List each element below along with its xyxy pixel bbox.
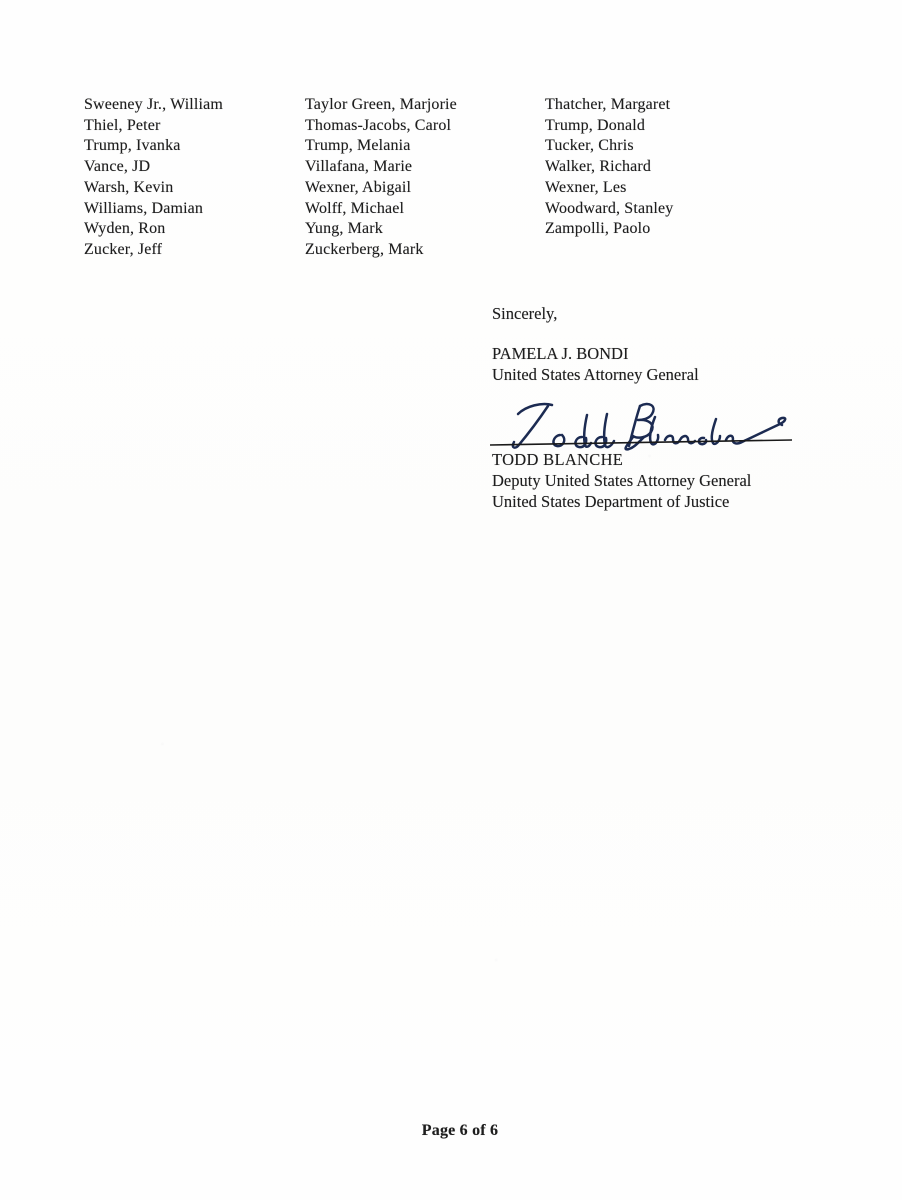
recipient-name: Thomas-Jacobs, Carol <box>305 116 452 134</box>
recipient-name: Wexner, Les <box>545 178 627 196</box>
todd-blanche-signature <box>488 396 794 452</box>
printed-title-2: United States Department of Justice <box>492 492 730 511</box>
page-number: Page 6 of 6 <box>421 1122 499 1139</box>
recipient-name: Sweeney Jr., William <box>84 96 223 113</box>
recipient-name: Thatcher, Margaret <box>545 96 671 113</box>
recipient-name: Vance, JD <box>84 158 151 176</box>
recipient-name: Wyden, Ron <box>84 220 166 238</box>
recipient-name: Taylor Green, Marjorie <box>305 96 457 113</box>
recipient-name: Williams, Damian <box>84 199 204 217</box>
printed-title-1: Deputy United States Attorney General <box>492 471 752 490</box>
recipient-name: Woodward, Stanley <box>545 199 674 217</box>
printed-name: TODD BLANCHE <box>492 450 624 469</box>
name-column-3 <box>545 95 673 240</box>
recipient-name: Zuckerberg, Mark <box>305 240 424 258</box>
recipient-name: Walker, Richard <box>545 158 652 176</box>
closing-block <box>492 303 699 385</box>
salutation: Sincerely, <box>492 304 558 323</box>
recipient-name: Yung, Mark <box>305 220 383 238</box>
signer-name: PAMELA J. BONDI <box>492 344 629 363</box>
recipient-name: Thiel, Peter <box>84 116 161 134</box>
recipient-name: Villafana, Marie <box>305 158 413 176</box>
recipient-name: Zampolli, Paolo <box>545 220 651 238</box>
recipient-name: Wexner, Abigail <box>305 178 412 196</box>
recipient-name: Zucker, Jeff <box>84 240 163 258</box>
recipient-name: Trump, Ivanka <box>84 137 181 155</box>
signer-title: United States Attorney General <box>492 365 699 384</box>
recipient-name: Warsh, Kevin <box>84 178 174 196</box>
recipient-name: Wolff, Michael <box>305 199 405 217</box>
recipient-name: Trump, Melania <box>305 137 411 155</box>
printed-signature-block <box>492 449 751 512</box>
name-column-1 <box>84 95 223 261</box>
name-column-2 <box>305 95 457 261</box>
recipient-name: Tucker, Chris <box>545 137 634 155</box>
signature-area <box>488 396 794 452</box>
recipient-name: Trump, Donald <box>545 116 646 134</box>
